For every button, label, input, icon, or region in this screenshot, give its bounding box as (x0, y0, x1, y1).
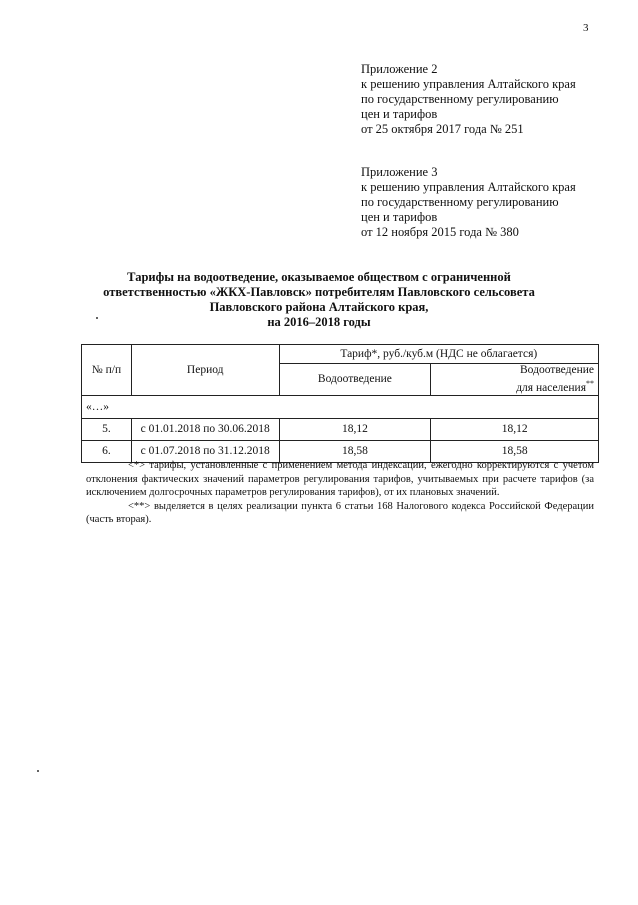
title-line: на 2016–2018 годы (267, 315, 371, 329)
row-period: с 01.01.2018 по 30.06.2018 (131, 418, 279, 440)
title-line: Тарифы на водоотведение, оказываемое обществом с ограниченной (127, 270, 511, 284)
appendix-3-line: по государственному регулированию (361, 195, 559, 209)
footnote-2: <**> выделяется в целях реализации пункта 6 статьи 168 Налогового кодекса Российской Федерации (часть вторая). (86, 500, 594, 525)
appendix-3-title: Приложение 3 (361, 165, 438, 179)
scan-speck (96, 317, 98, 319)
page-number: 3 (583, 22, 589, 34)
appendix-3-line: цен и тарифов (361, 210, 438, 224)
scan-speck (37, 770, 39, 772)
row-drain: 18,58 (279, 440, 431, 462)
appendix-2-title: Приложение 2 (361, 62, 438, 76)
document-title (90, 270, 548, 330)
footnotes (86, 459, 594, 527)
footnote-1: <*> тарифы, установленные с применением метода индексации, ежегодно корректируются с учетом отклонения фактических значений параметров регулирования тарифов, учитываемых при расчете тарифов (за исключением долгосрочных параметров регулирования тарифов), от их плановых значений. (86, 460, 594, 498)
header-num: № п/п (82, 345, 132, 396)
ellipsis-cell: «…» (82, 395, 599, 418)
tariff-table (81, 344, 599, 463)
table-row (82, 418, 599, 440)
row-period: с 01.07.2018 по 31.12.2018 (131, 440, 279, 462)
appendix-3-block (361, 165, 576, 240)
header-period: Период (131, 345, 279, 396)
row-drain-pop: 18,12 (431, 418, 599, 440)
appendix-2-line: по государственному регулированию (361, 92, 559, 106)
appendix-2-block (361, 62, 576, 137)
appendix-3-date: от 12 ноября 2015 года № 380 (361, 225, 519, 239)
row-drain-pop: 18,58 (431, 440, 599, 462)
table-header-row (82, 345, 599, 364)
footnote-mark: ** (586, 379, 594, 388)
row-num: 6. (82, 440, 132, 462)
table-row-ellipsis (82, 395, 599, 418)
header-drain-pop-line (435, 377, 594, 395)
header-drain-population (431, 364, 599, 396)
appendix-2-line: к решению управления Алтайского края (361, 77, 576, 91)
appendix-2-date: от 25 октября 2017 года № 251 (361, 122, 524, 136)
header-drain-pop-text: для населения (516, 381, 586, 394)
title-line: ответственностью «ЖКХ-Павловск» потребителям Павловского сельсовета (103, 285, 535, 299)
header-tariff: Тариф*, руб./куб.м (НДС не облагается) (279, 345, 598, 364)
appendix-3-line: к решению управления Алтайского края (361, 180, 576, 194)
row-drain: 18,12 (279, 418, 431, 440)
row-num: 5. (82, 418, 132, 440)
header-drain: Водоотведение (279, 364, 431, 396)
header-drain-pop-line: Водоотведение (520, 364, 594, 376)
title-line: Павловского района Алтайского края, (209, 300, 429, 314)
appendix-2-line: цен и тарифов (361, 107, 438, 121)
